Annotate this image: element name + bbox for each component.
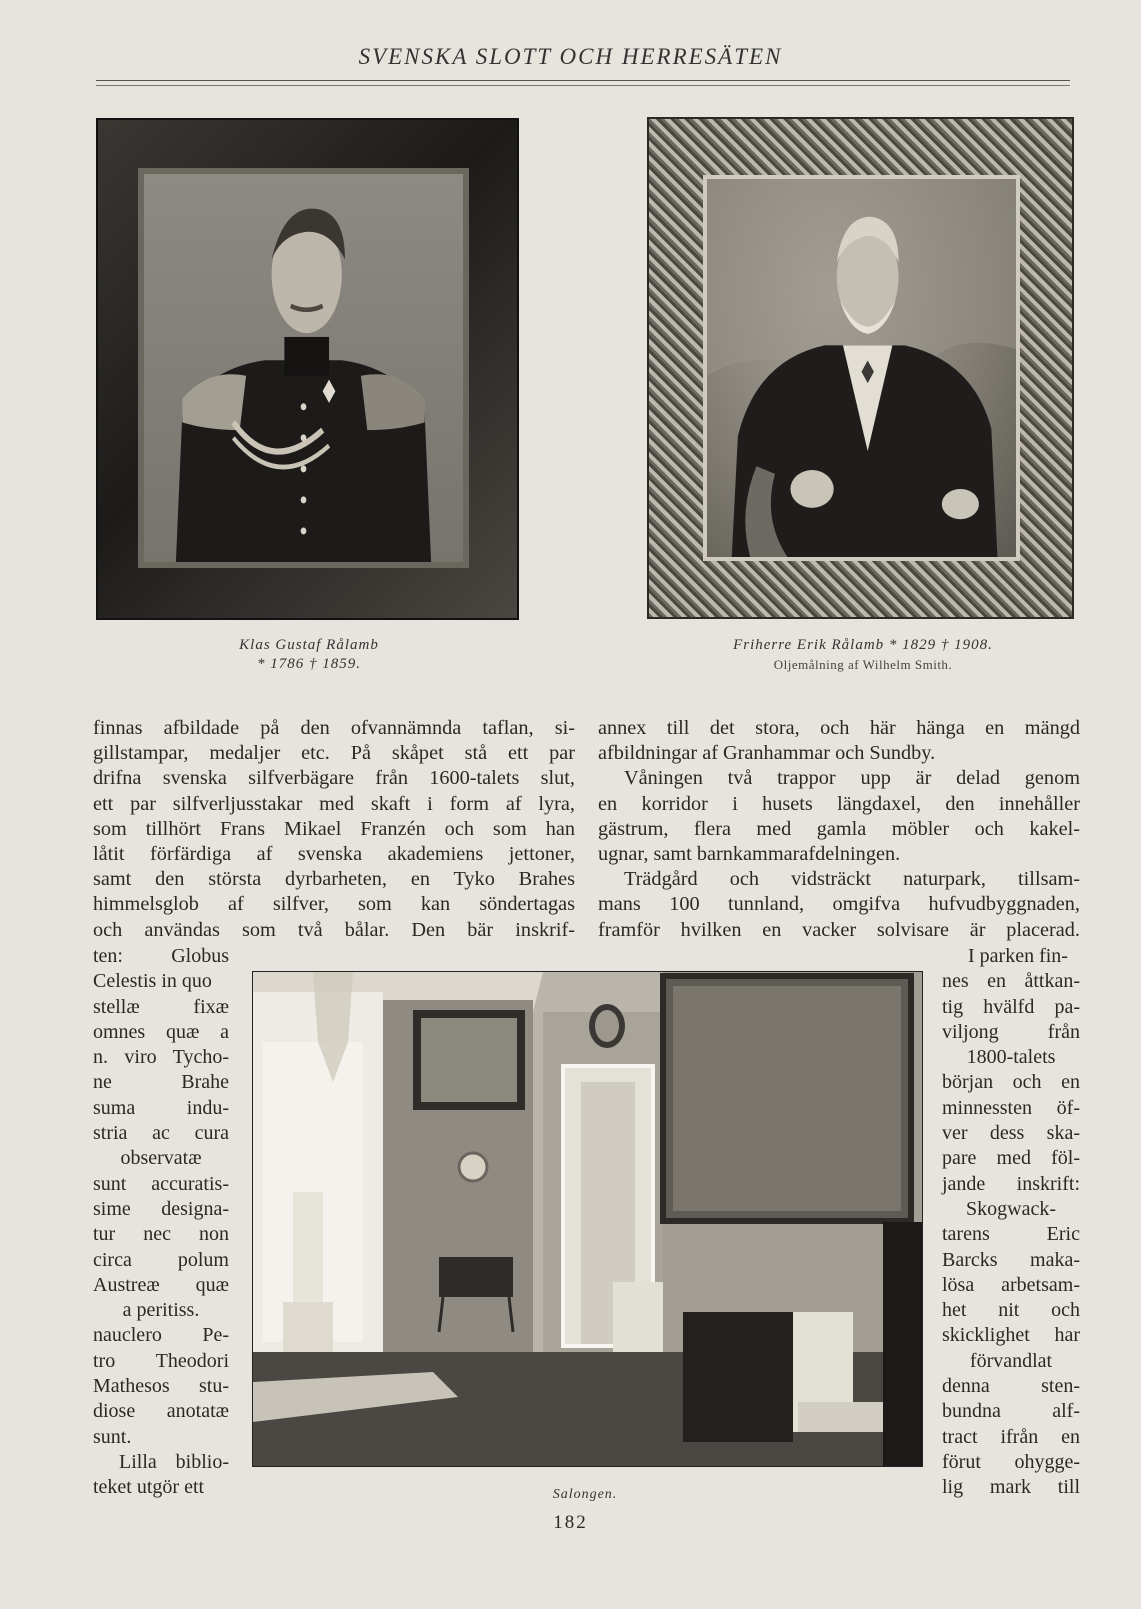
- salon-interior-illustration: [253, 972, 922, 1466]
- text-line: en korridor i husets längdaxel, den innehåller: [598, 792, 1080, 815]
- caption-left-name: Klas Gustaf Rålamb: [239, 637, 379, 653]
- right-column-paragraph: [598, 716, 1080, 943]
- text-line: framför hvilken en vacker solvisare är placerad.: [598, 918, 1080, 941]
- text-line: finnas afbildade på den ofvannämnda taflan, si-: [93, 717, 575, 739]
- caption-right-name: Friherre Erik Rålamb * 1829 † 1908.: [733, 637, 993, 653]
- text-line: Barcks maka-: [942, 1248, 1080, 1271]
- text-line: sime designa-: [93, 1197, 229, 1220]
- text-line: annex till det stora, och här hänga en mängd: [598, 717, 1080, 739]
- text-line: Celestis in quo: [93, 970, 212, 993]
- text-line: sunt.: [93, 1425, 132, 1448]
- portrait-canvas-left: [138, 168, 469, 568]
- text-line: lösa arbetsam-: [942, 1273, 1080, 1296]
- text-line: I parken fin-: [968, 945, 1068, 967]
- text-line: ett par silfverljusstakar med skaft i form af lyra,: [93, 792, 575, 815]
- text-line: tract ifrån en: [942, 1425, 1080, 1448]
- text-line: bundna alf-: [942, 1400, 1080, 1423]
- text-line: Austreæ quæ: [93, 1273, 229, 1296]
- text-line: som tillhört Frans Mikael Franzén och som han: [93, 817, 575, 840]
- text-line: förvandlat: [969, 1349, 1053, 1372]
- text-line: teket utgör ett: [93, 1476, 205, 1499]
- text-line: sunt accuratis-: [93, 1172, 229, 1195]
- text-line: Lilla biblio-: [119, 1450, 229, 1473]
- text-line: tur nec non: [93, 1223, 229, 1246]
- left-column-paragraph: [93, 716, 575, 943]
- text-line: början och en: [942, 1071, 1080, 1094]
- header-rule: [96, 80, 1070, 86]
- left-narrow-column: [93, 944, 229, 1501]
- page-number: 182: [553, 1512, 588, 1533]
- text-line: ne Brahe: [93, 1071, 229, 1094]
- text-line: stellæ fixæ: [93, 995, 229, 1018]
- right-narrow-column: [942, 944, 1080, 1501]
- text-line: skicklighet har: [942, 1324, 1080, 1347]
- text-line: tig hvälfd pa-: [942, 995, 1080, 1018]
- text-line: circa polum: [93, 1248, 229, 1271]
- text-line: Trädgård och vidsträckt naturpark, tillsam-: [624, 868, 1080, 891]
- text-line: gästrum, flera med gamla möbler och kakel-: [598, 817, 1080, 840]
- text-line: Skogwack-: [966, 1197, 1056, 1220]
- text-line: pare med föl-: [942, 1147, 1080, 1170]
- text-line: samt den största dyrbarheten, en Tyko Brahes: [93, 868, 575, 891]
- running-head: SVENSKA SLOTT OCH HERRESÄTEN: [358, 44, 783, 69]
- text-line: suma indu-: [93, 1096, 229, 1119]
- text-line: denna sten-: [942, 1375, 1080, 1398]
- text-line: Mathesos stu-: [93, 1375, 229, 1398]
- seated-gentleman-illustration: [707, 179, 1016, 557]
- text-line: ten: Globus: [93, 945, 229, 967]
- text-line: observatæ: [120, 1147, 202, 1170]
- salon-photograph: [252, 971, 923, 1467]
- text-line: nes en åttkan-: [942, 970, 1080, 993]
- text-line: n. viro Tycho-: [93, 1046, 229, 1069]
- text-line: tarens Eric: [942, 1223, 1080, 1246]
- caption-right-credit: Oljemålning af Wilhelm Smith.: [773, 657, 953, 672]
- text-line: diose anotatæ: [93, 1400, 229, 1423]
- caption-left-dates: * 1786 † 1859.: [257, 656, 361, 672]
- text-line: lig mark till: [942, 1476, 1080, 1499]
- portrait-canvas-right: [703, 175, 1020, 561]
- text-line: het nit och: [942, 1299, 1080, 1322]
- portrait-klas-gustaf-ralamb: [96, 118, 519, 620]
- text-line: ver dess ska-: [942, 1122, 1080, 1145]
- text-line: stria ac cura: [93, 1122, 229, 1145]
- text-line: drifna svenska silfverbägare från 1600-talets slut,: [93, 767, 575, 790]
- text-line: 1800-talets: [966, 1046, 1056, 1069]
- text-line: a peritiss.: [122, 1299, 200, 1322]
- text-line: och användas som två bålar. Den bär inskrif-: [93, 918, 575, 941]
- text-line: låtit förfärdiga af svenska akademiens jettoner,: [93, 843, 575, 866]
- text-line: himmelsglob af silfver, som kan söndertagas: [93, 893, 575, 916]
- text-line: ugnar, samt barnkammarafdelningen.: [598, 843, 901, 866]
- text-line: omnes quæ a: [93, 1020, 229, 1043]
- caption-salon: Salongen.: [552, 1487, 618, 1502]
- text-line: jande inskrift:: [942, 1172, 1080, 1195]
- portrait-friherre-erik-ralamb: [647, 117, 1074, 619]
- text-line: minnessten öf-: [942, 1096, 1080, 1119]
- military-figure-illustration: [144, 174, 463, 562]
- text-line: nauclero Pe-: [93, 1324, 229, 1347]
- text-line: förut ohygge-: [942, 1450, 1080, 1473]
- text-line: afbildningar af Granhammar och Sundby.: [598, 742, 936, 765]
- text-line: Våningen två trappor upp är delad genom: [624, 767, 1080, 790]
- text-line: tro Theodori: [93, 1349, 229, 1372]
- text-line: viljong från: [942, 1020, 1080, 1043]
- text-line: mans 100 tunnland, omgifva hufvudbyggnaden,: [598, 893, 1080, 916]
- text-line: gillstampar, medaljer etc. På skåpet stå ett par: [93, 742, 575, 765]
